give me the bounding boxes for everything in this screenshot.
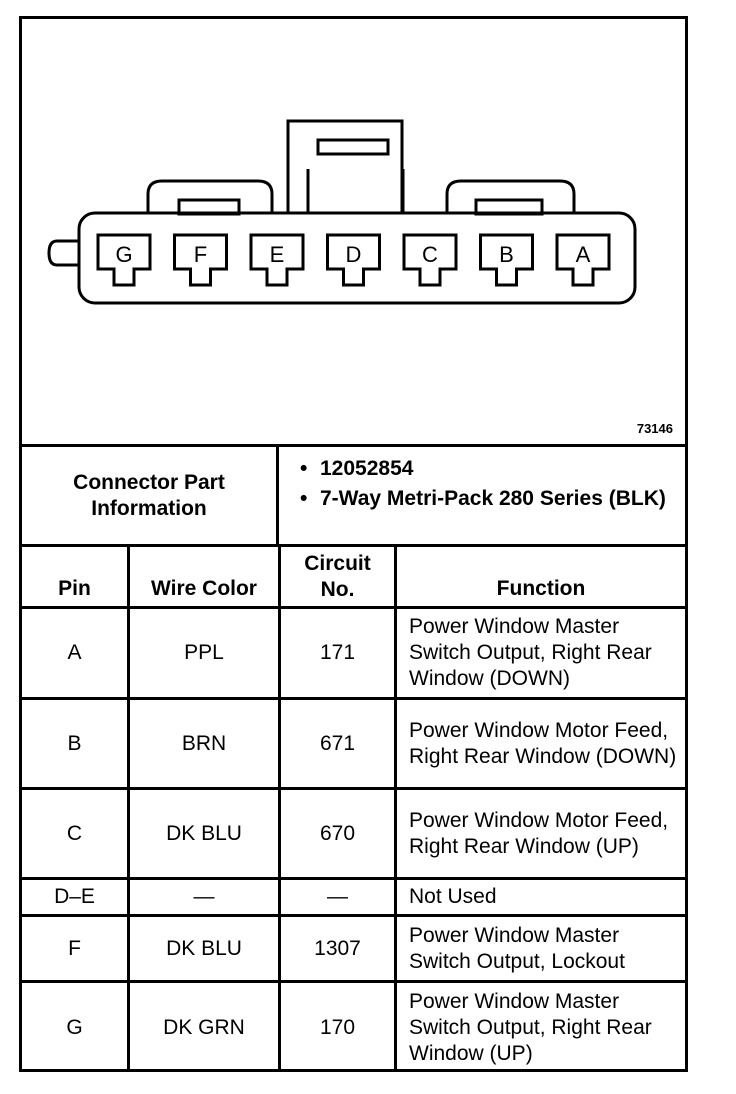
circuit-cell: — [327,885,348,908]
info-label: Connector Part Information [73,470,225,520]
connector-diagram [22,19,685,444]
pin-label: D [345,242,362,267]
pin-label: A [575,242,591,267]
header-function: Function [496,577,586,600]
pin-cell: F [68,936,81,960]
pin-cell: D–E [54,885,95,908]
pin-label: C [422,242,438,267]
pin-cell: B [67,731,82,755]
pin-label: B [499,242,514,267]
pin-label: F [193,242,208,267]
circuit-cell: 171 [319,641,356,664]
pin-cell: C [66,821,83,845]
circuit-cell: 671 [319,731,356,755]
function-cell: Power Window Master Switch Output, Right Rear Window (DOWN) [409,615,652,690]
wire-color-cell: BRN [181,731,227,755]
function-cell: Power Window Motor Feed, Right Rear Window (DOWN) [409,718,677,768]
pin-label: G [115,242,133,267]
pin-label: E [269,242,285,267]
part-description-item [290,485,680,512]
part-description: 7-Way Metri-Pack 280 Series (BLK) [320,487,666,510]
pin-cell: G [66,1015,83,1039]
header-pin: Pin [58,577,91,600]
function-cell: Power Window Master Switch Output, Right Rear Window (UP) [409,989,652,1065]
pin-cell: A [67,641,82,664]
bullet-icon: • [300,457,308,480]
header-wire-color: Wire Color [151,577,257,600]
function-cell: Power Window Master Switch Output, Lockout [409,923,625,973]
circuit-cell: 670 [319,821,356,845]
connector-sheet [19,16,688,1072]
part-info-list [290,455,680,515]
wire-color-cell: PPL [184,641,224,664]
function-cell: Not Used [409,885,497,908]
wire-color-cell: — [193,885,215,908]
circuit-cell: 170 [319,1015,356,1039]
part-number: 12052854 [320,457,414,480]
wire-color-cell: DK BLU [166,936,242,960]
circuit-cell: 1307 [314,936,361,960]
connector-drawing [22,19,685,444]
wire-color-cell: DK BLU [166,821,242,845]
figure-id: 73146 [636,421,673,436]
part-number-item [290,455,680,482]
bullet-icon: • [300,487,308,510]
function-cell: Power Window Motor Feed, Right Rear Window (UP) [409,808,669,858]
wire-color-cell: DK GRN [163,1015,245,1039]
divider [276,447,279,544]
header-circuit: Circuit No. [304,551,371,601]
